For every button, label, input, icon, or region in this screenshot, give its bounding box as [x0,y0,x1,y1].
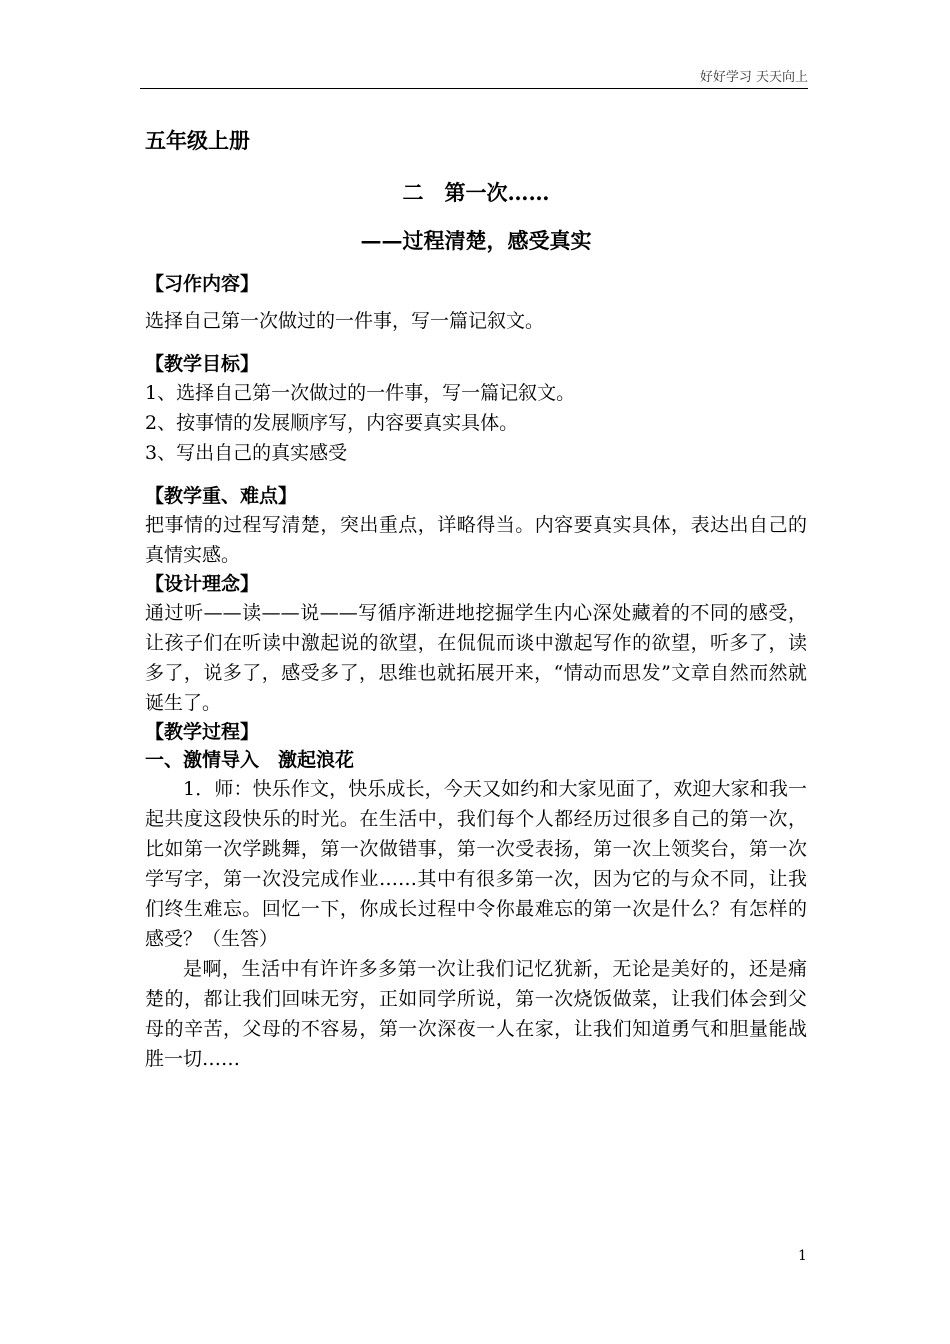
page-number: 1 [798,1248,807,1264]
paragraph: 1．师：快乐作文，快乐成长，今天又如约和大家见面了，欢迎大家和我一起共度这段快乐的时光。在生活中，我们每个人都经历过很多自己的第一次，比如第一次学跳舞，第一次做错事，第一次受表扬，第一次上领奖台，第一次学写字，第一次没完成作业……其中有很多第一次，因为它的与众不同，让我们终生难忘。回忆一下，你成长过程中令你最难忘的第一次是什么？有怎样的感受？（生答） [145,778,807,950]
section-heading-design: 【设计理念】 [145,573,260,595]
section-heading-process: 【教学过程】 [145,721,260,743]
document-body [145,120,807,1074]
paragraph: 是啊，生活中有许许多多第一次让我们记忆犹新，无论是美好的，还是痛楚的，都让我们回味无穷，正如同学所说，第一次烧饭做菜，让我们体会到父母的辛苦，父母的不容易，第一次深夜一人在家，让我们知道勇气和胆量能战胜一切…… [145,958,807,1070]
page-header: 好好学习 天天向上 [699,70,808,85]
step-heading: 一、激情导入 激起浪花 [145,749,355,771]
section-heading-content: 【习作内容】 [145,273,260,295]
section-heading-goals: 【教学目标】 [145,353,260,375]
goal-item: 3、写出自己的真实感受 [145,442,348,464]
section-text-design: 通过听——读——说——写循序渐进地挖掘学生内心深处藏着的不同的感受，让孩子们在听读中激起说的欲望，在侃侃而谈中激起写作的欲望，听多了，读多了，说多了，感受多了，思维也就拓展开来，“情动而思发”文章自然而然就诞生了。 [145,602,807,714]
section-text-content: 选择自己第一次做过的一件事，写一篇记叙文。 [145,310,545,332]
unit-subtitle: ——过程清楚，感受真实 [360,228,592,253]
section-text-key-points: 把事情的过程写清楚，突出重点，详略得当。内容要真实具体，表达出自己的真情实感。 [145,514,807,566]
goal-item: 1、选择自己第一次做过的一件事，写一篇记叙文。 [145,382,576,404]
header-rule [140,88,808,89]
section-heading-key-points: 【教学重、难点】 [145,485,298,507]
grade-title: 五年级上册 [145,128,250,153]
goal-item: 2、按事情的发展顺序写，内容要真实具体。 [145,412,519,434]
unit-title: 二 第一次…… [402,180,550,205]
